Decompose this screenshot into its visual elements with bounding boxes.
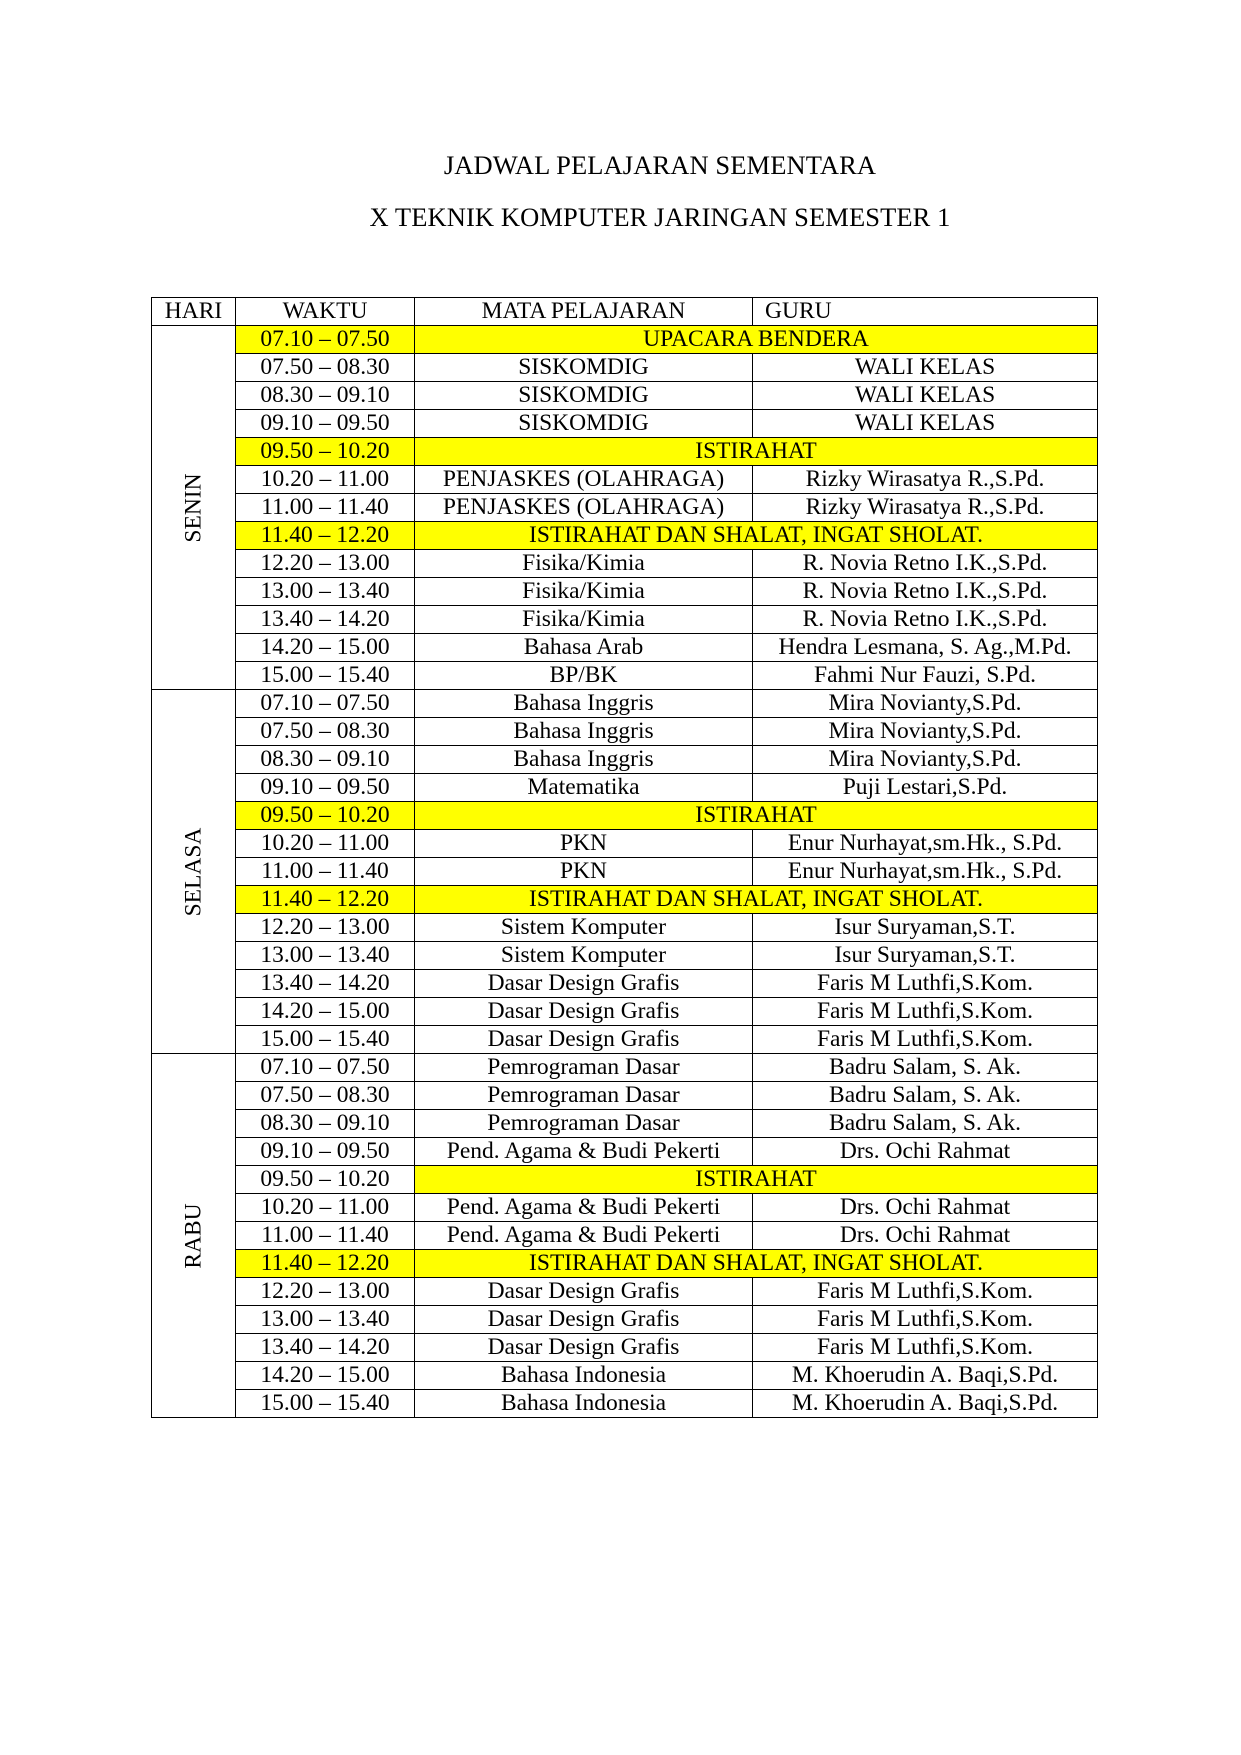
- teacher-cell: Faris M Luthfi,S.Kom.: [753, 998, 1098, 1026]
- subject-cell: PENJASKES (OLAHRAGA): [415, 494, 753, 522]
- time-cell: 13.40 – 14.20: [236, 970, 415, 998]
- teacher-cell: Mira Novianty,S.Pd.: [753, 746, 1098, 774]
- time-cell: 07.10 – 07.50: [236, 690, 415, 718]
- teacher-cell: Mira Novianty,S.Pd.: [753, 718, 1098, 746]
- schedule-row: [152, 1334, 1098, 1362]
- subject-cell: Pemrograman Dasar: [415, 1082, 753, 1110]
- teacher-cell: WALI KELAS: [753, 410, 1098, 438]
- break-cell: ISTIRAHAT DAN SHALAT, INGAT SHOLAT.: [415, 1250, 1098, 1278]
- teacher-cell: Faris M Luthfi,S.Kom.: [753, 1306, 1098, 1334]
- teacher-cell: WALI KELAS: [753, 354, 1098, 382]
- teacher-cell: Drs. Ochi Rahmat: [753, 1138, 1098, 1166]
- schedule-row: [152, 326, 1098, 354]
- time-cell: 14.20 – 15.00: [236, 634, 415, 662]
- schedule-row: [152, 1026, 1098, 1054]
- header-mata-pelajaran: MATA PELAJARAN: [415, 298, 753, 326]
- subject-cell: Dasar Design Grafis: [415, 1026, 753, 1054]
- time-cell: 14.20 – 15.00: [236, 998, 415, 1026]
- day-label: SENIN: [180, 472, 206, 543]
- subject-cell: Bahasa Inggris: [415, 718, 753, 746]
- time-cell: 11.40 – 12.20: [236, 1250, 415, 1278]
- break-cell: ISTIRAHAT DAN SHALAT, INGAT SHOLAT.: [415, 886, 1098, 914]
- subject-cell: SISKOMDIG: [415, 382, 753, 410]
- schedule-row: [152, 718, 1098, 746]
- time-cell: 15.00 – 15.40: [236, 662, 415, 690]
- schedule-row: [152, 998, 1098, 1026]
- time-cell: 08.30 – 09.10: [236, 746, 415, 774]
- subject-cell: Pemrograman Dasar: [415, 1054, 753, 1082]
- schedule-row: [152, 1082, 1098, 1110]
- time-cell: 11.00 – 11.40: [236, 858, 415, 886]
- schedule-row: [152, 774, 1098, 802]
- time-cell: 07.50 – 08.30: [236, 1082, 415, 1110]
- teacher-cell: Badru Salam, S. Ak.: [753, 1054, 1098, 1082]
- teacher-cell: Drs. Ochi Rahmat: [753, 1194, 1098, 1222]
- time-cell: 12.20 – 13.00: [236, 914, 415, 942]
- schedule-row: [152, 1194, 1098, 1222]
- subject-cell: Pend. Agama & Budi Pekerti: [415, 1222, 753, 1250]
- time-cell: 07.50 – 08.30: [236, 718, 415, 746]
- subject-cell: Matematika: [415, 774, 753, 802]
- subject-cell: SISKOMDIG: [415, 354, 753, 382]
- schedule-row: [152, 942, 1098, 970]
- schedule-row: [152, 1390, 1098, 1418]
- teacher-cell: Hendra Lesmana, S. Ag.,M.Pd.: [753, 634, 1098, 662]
- time-cell: 13.00 – 13.40: [236, 1306, 415, 1334]
- subject-cell: Bahasa Inggris: [415, 690, 753, 718]
- schedule-row: [152, 438, 1098, 466]
- schedule-row: [152, 606, 1098, 634]
- schedule-row: [152, 1054, 1098, 1082]
- teacher-cell: Isur Suryaman,S.T.: [753, 914, 1098, 942]
- subject-cell: Dasar Design Grafis: [415, 998, 753, 1026]
- day-label: SELASA: [180, 827, 206, 916]
- subject-cell: Pemrograman Dasar: [415, 1110, 753, 1138]
- subject-cell: BP/BK: [415, 662, 753, 690]
- time-cell: 07.10 – 07.50: [236, 326, 415, 354]
- schedule-row: [152, 494, 1098, 522]
- teacher-cell: Rizky Wirasatya R.,S.Pd.: [753, 466, 1098, 494]
- time-cell: 15.00 – 15.40: [236, 1026, 415, 1054]
- teacher-cell: Badru Salam, S. Ak.: [753, 1082, 1098, 1110]
- subject-cell: Bahasa Indonesia: [415, 1390, 753, 1418]
- teacher-cell: R. Novia Retno I.K.,S.Pd.: [753, 550, 1098, 578]
- time-cell: 13.00 – 13.40: [236, 578, 415, 606]
- document-title: JADWAL PELAJARAN SEMENTARA: [443, 150, 877, 180]
- subject-cell: Dasar Design Grafis: [415, 970, 753, 998]
- schedule-row: [152, 1166, 1098, 1194]
- subject-cell: Fisika/Kimia: [415, 550, 753, 578]
- subject-cell: Sistem Komputer: [415, 942, 753, 970]
- time-cell: 12.20 – 13.00: [236, 550, 415, 578]
- schedule-row: [152, 354, 1098, 382]
- teacher-cell: R. Novia Retno I.K.,S.Pd.: [753, 578, 1098, 606]
- header-row: [152, 298, 1098, 326]
- teacher-cell: Puji Lestari,S.Pd.: [753, 774, 1098, 802]
- subject-cell: PENJASKES (OLAHRAGA): [415, 466, 753, 494]
- day-cell-senin: [152, 326, 236, 690]
- schedule-row: [152, 746, 1098, 774]
- schedule-row: [152, 466, 1098, 494]
- schedule-row: [152, 690, 1098, 718]
- subject-cell: Dasar Design Grafis: [415, 1306, 753, 1334]
- schedule-row: [152, 858, 1098, 886]
- schedule-row: [152, 1110, 1098, 1138]
- teacher-cell: Faris M Luthfi,S.Kom.: [753, 1334, 1098, 1362]
- time-cell: 10.20 – 11.00: [236, 830, 415, 858]
- teacher-cell: M. Khoerudin A. Baqi,S.Pd.: [753, 1362, 1098, 1390]
- subject-cell: Sistem Komputer: [415, 914, 753, 942]
- time-cell: 13.00 – 13.40: [236, 942, 415, 970]
- time-cell: 07.50 – 08.30: [236, 354, 415, 382]
- time-cell: 11.40 – 12.20: [236, 522, 415, 550]
- schedule-row: [152, 1222, 1098, 1250]
- time-cell: 09.50 – 10.20: [236, 802, 415, 830]
- time-cell: 13.40 – 14.20: [236, 1334, 415, 1362]
- subject-cell: Bahasa Indonesia: [415, 1362, 753, 1390]
- schedule-row: [152, 662, 1098, 690]
- time-cell: 07.10 – 07.50: [236, 1054, 415, 1082]
- schedule-row: [152, 1278, 1098, 1306]
- teacher-cell: Enur Nurhayat,sm.Hk., S.Pd.: [753, 858, 1098, 886]
- header-guru: GURU: [753, 298, 1098, 326]
- subject-cell: Pend. Agama & Budi Pekerti: [415, 1138, 753, 1166]
- schedule-body: [152, 326, 1098, 1418]
- schedule-row: [152, 522, 1098, 550]
- time-cell: 10.20 – 11.00: [236, 466, 415, 494]
- day-label: RABU: [180, 1202, 206, 1269]
- schedule-row: [152, 970, 1098, 998]
- day-cell-rabu: [152, 1054, 236, 1418]
- subject-cell: PKN: [415, 830, 753, 858]
- schedule-row: [152, 1138, 1098, 1166]
- schedule-row: [152, 410, 1098, 438]
- teacher-cell: Enur Nurhayat,sm.Hk., S.Pd.: [753, 830, 1098, 858]
- teacher-cell: Drs. Ochi Rahmat: [753, 1222, 1098, 1250]
- subject-cell: Dasar Design Grafis: [415, 1278, 753, 1306]
- teacher-cell: Fahmi Nur Fauzi, S.Pd.: [753, 662, 1098, 690]
- teacher-cell: Badru Salam, S. Ak.: [753, 1110, 1098, 1138]
- time-cell: 08.30 – 09.10: [236, 1110, 415, 1138]
- document-subtitle: X TEKNIK KOMPUTER JARINGAN SEMESTER 1: [369, 202, 951, 232]
- schedule-row: [152, 578, 1098, 606]
- schedule-row: [152, 634, 1098, 662]
- time-cell: 10.20 – 11.00: [236, 1194, 415, 1222]
- time-cell: 09.10 – 09.50: [236, 774, 415, 802]
- schedule-table: [151, 297, 1098, 1418]
- teacher-cell: WALI KELAS: [753, 382, 1098, 410]
- schedule-row: [152, 1362, 1098, 1390]
- time-cell: 09.50 – 10.20: [236, 438, 415, 466]
- break-cell: UPACARA BENDERA: [415, 326, 1098, 354]
- subject-cell: PKN: [415, 858, 753, 886]
- header-hari: HARI: [152, 298, 236, 326]
- time-cell: 09.50 – 10.20: [236, 1166, 415, 1194]
- subject-cell: Pend. Agama & Budi Pekerti: [415, 1194, 753, 1222]
- schedule-row: [152, 1306, 1098, 1334]
- time-cell: 14.20 – 15.00: [236, 1362, 415, 1390]
- subject-cell: Dasar Design Grafis: [415, 1334, 753, 1362]
- schedule-row: [152, 550, 1098, 578]
- teacher-cell: Faris M Luthfi,S.Kom.: [753, 1278, 1098, 1306]
- schedule-row: [152, 1250, 1098, 1278]
- schedule-row: [152, 382, 1098, 410]
- break-cell: ISTIRAHAT DAN SHALAT, INGAT SHOLAT.: [415, 522, 1098, 550]
- header-waktu: WAKTU: [236, 298, 415, 326]
- subject-cell: Fisika/Kimia: [415, 578, 753, 606]
- time-cell: 11.00 – 11.40: [236, 494, 415, 522]
- time-cell: 13.40 – 14.20: [236, 606, 415, 634]
- day-cell-selasa: [152, 690, 236, 1054]
- teacher-cell: Faris M Luthfi,S.Kom.: [753, 970, 1098, 998]
- break-cell: ISTIRAHAT: [415, 1166, 1098, 1194]
- teacher-cell: R. Novia Retno I.K.,S.Pd.: [753, 606, 1098, 634]
- time-cell: 08.30 – 09.10: [236, 382, 415, 410]
- teacher-cell: M. Khoerudin A. Baqi,S.Pd.: [753, 1390, 1098, 1418]
- schedule-row: [152, 830, 1098, 858]
- time-cell: 15.00 – 15.40: [236, 1390, 415, 1418]
- time-cell: 11.00 – 11.40: [236, 1222, 415, 1250]
- time-cell: 12.20 – 13.00: [236, 1278, 415, 1306]
- time-cell: 09.10 – 09.50: [236, 410, 415, 438]
- teacher-cell: Isur Suryaman,S.T.: [753, 942, 1098, 970]
- break-cell: ISTIRAHAT: [415, 802, 1098, 830]
- teacher-cell: Faris M Luthfi,S.Kom.: [753, 1026, 1098, 1054]
- time-cell: 11.40 – 12.20: [236, 886, 415, 914]
- subject-cell: SISKOMDIG: [415, 410, 753, 438]
- subject-cell: Fisika/Kimia: [415, 606, 753, 634]
- schedule-row: [152, 914, 1098, 942]
- subject-cell: Bahasa Arab: [415, 634, 753, 662]
- subject-cell: Bahasa Inggris: [415, 746, 753, 774]
- time-cell: 09.10 – 09.50: [236, 1138, 415, 1166]
- schedule-row: [152, 886, 1098, 914]
- teacher-cell: Mira Novianty,S.Pd.: [753, 690, 1098, 718]
- schedule-row: [152, 802, 1098, 830]
- teacher-cell: Rizky Wirasatya R.,S.Pd.: [753, 494, 1098, 522]
- break-cell: ISTIRAHAT: [415, 438, 1098, 466]
